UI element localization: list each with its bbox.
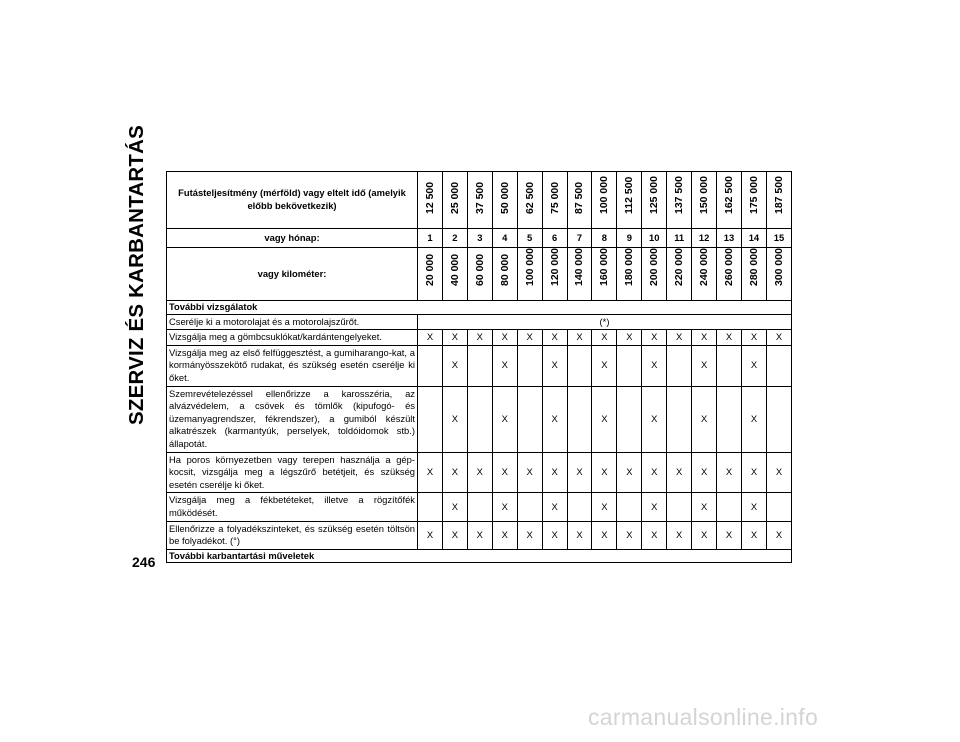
interval-mark: X bbox=[667, 521, 692, 549]
interval-mark bbox=[717, 493, 742, 521]
schedule-row bbox=[167, 345, 792, 386]
schedule-row bbox=[167, 493, 792, 521]
interval-mark: X bbox=[692, 386, 717, 452]
interval-mark: X bbox=[617, 330, 642, 346]
interval-mark: X bbox=[542, 330, 567, 346]
kilometer-value-text: 260 000 bbox=[723, 248, 736, 286]
maintenance-schedule-table bbox=[166, 171, 792, 563]
interval-mark: X bbox=[467, 452, 492, 493]
interval-mark: X bbox=[442, 345, 467, 386]
interval-mark bbox=[617, 386, 642, 452]
month-value: 8 bbox=[592, 229, 617, 248]
interval-mark: X bbox=[642, 386, 667, 452]
interval-mark bbox=[667, 386, 692, 452]
interval-mark: X bbox=[741, 386, 766, 452]
months-row bbox=[167, 229, 792, 248]
schedule-row bbox=[167, 452, 792, 493]
month-value: 9 bbox=[617, 229, 642, 248]
mileage-value bbox=[492, 172, 517, 229]
mileage-value-text: 100 000 bbox=[598, 176, 611, 214]
interval-mark: X bbox=[667, 330, 692, 346]
interval-mark bbox=[467, 345, 492, 386]
interval-mark: X bbox=[442, 452, 467, 493]
schedule-row bbox=[167, 314, 792, 330]
interval-note: (*) bbox=[418, 314, 792, 330]
kilometer-value bbox=[667, 248, 692, 301]
interval-mark: X bbox=[592, 330, 617, 346]
interval-mark: X bbox=[642, 493, 667, 521]
mileage-value-text: 37 500 bbox=[473, 181, 486, 214]
task-description: Vizsgálja meg az első felfüggesztést, a gumiharango-kat, a kormányösszekötő rudakat, és szükség esetén cserélje ki őket. bbox=[167, 345, 418, 386]
kilometer-value-text: 60 000 bbox=[473, 253, 486, 286]
interval-mark bbox=[467, 493, 492, 521]
kilometer-value bbox=[467, 248, 492, 301]
interval-mark: X bbox=[592, 521, 617, 549]
interval-mark: X bbox=[492, 330, 517, 346]
mileage-value-text: 87 500 bbox=[573, 181, 586, 214]
interval-mark bbox=[467, 386, 492, 452]
mileage-value bbox=[717, 172, 742, 229]
section-row bbox=[167, 549, 792, 563]
month-value: 3 bbox=[467, 229, 492, 248]
kilometer-value-text: 20 000 bbox=[423, 253, 436, 286]
interval-mark: X bbox=[717, 452, 742, 493]
kilometer-value bbox=[692, 248, 717, 301]
mileage-value-text: 112 500 bbox=[623, 176, 636, 214]
mileage-value-text: 175 000 bbox=[747, 176, 760, 214]
mileage-header-label: Futásteljesítmény (mérföld) vagy eltelt idő (amelyik előbb bekövetkezik) bbox=[167, 172, 418, 229]
interval-mark: X bbox=[741, 330, 766, 346]
watermark: carmanualsonline.info bbox=[588, 704, 819, 730]
mileage-value bbox=[467, 172, 492, 229]
interval-mark bbox=[766, 493, 791, 521]
interval-mark: X bbox=[492, 493, 517, 521]
interval-mark: X bbox=[717, 521, 742, 549]
month-value: 10 bbox=[642, 229, 667, 248]
mileage-header-row bbox=[167, 172, 792, 229]
interval-mark: X bbox=[766, 452, 791, 493]
kilometer-value bbox=[517, 248, 542, 301]
interval-mark: X bbox=[741, 493, 766, 521]
month-value: 13 bbox=[717, 229, 742, 248]
interval-mark: X bbox=[717, 330, 742, 346]
interval-mark bbox=[418, 345, 443, 386]
interval-mark bbox=[517, 493, 542, 521]
kilometer-value-text: 100 000 bbox=[523, 248, 536, 286]
mileage-value-text: 50 000 bbox=[498, 181, 511, 214]
section-heading: További karbantartási műveletek bbox=[167, 549, 792, 563]
interval-mark: X bbox=[418, 452, 443, 493]
months-label: vagy hónap: bbox=[167, 229, 418, 248]
mileage-value-text: 187 500 bbox=[772, 176, 785, 214]
interval-mark: X bbox=[592, 493, 617, 521]
interval-mark: X bbox=[692, 345, 717, 386]
interval-mark bbox=[517, 345, 542, 386]
interval-mark bbox=[717, 345, 742, 386]
mileage-value-text: 75 000 bbox=[548, 181, 561, 214]
interval-mark: X bbox=[617, 452, 642, 493]
kilometer-value bbox=[642, 248, 667, 301]
interval-mark: X bbox=[692, 452, 717, 493]
interval-mark: X bbox=[617, 521, 642, 549]
mileage-value bbox=[542, 172, 567, 229]
month-value: 5 bbox=[517, 229, 542, 248]
interval-mark: X bbox=[517, 330, 542, 346]
month-value: 1 bbox=[418, 229, 443, 248]
interval-mark: X bbox=[592, 386, 617, 452]
task-description: Ellenőrizze a folyadékszinteket, és szükség esetén töltsön be folyadékot. (°) bbox=[167, 521, 418, 549]
interval-mark bbox=[567, 493, 592, 521]
interval-mark: X bbox=[542, 345, 567, 386]
kilometer-value bbox=[717, 248, 742, 301]
interval-mark: X bbox=[692, 521, 717, 549]
interval-mark bbox=[667, 493, 692, 521]
interval-mark: X bbox=[741, 521, 766, 549]
month-value: 6 bbox=[542, 229, 567, 248]
interval-mark bbox=[567, 386, 592, 452]
task-description: Ha poros környezetben vagy terepen használja a gép-kocsit, vizsgálja meg a légszűrő betétjeit, és szükség esetén cserélje ki őket. bbox=[167, 452, 418, 493]
kilometer-value bbox=[418, 248, 443, 301]
month-value: 11 bbox=[667, 229, 692, 248]
interval-mark: X bbox=[766, 330, 791, 346]
section-side-title: SZERVIZ ÉS KARBANTARTÁS bbox=[125, 125, 148, 425]
kilometer-value-text: 80 000 bbox=[498, 253, 511, 286]
interval-mark: X bbox=[642, 345, 667, 386]
mileage-value-text: 125 000 bbox=[648, 176, 661, 214]
kilometer-value-text: 180 000 bbox=[623, 248, 636, 286]
kilometer-value bbox=[617, 248, 642, 301]
interval-mark: X bbox=[492, 345, 517, 386]
mileage-value bbox=[517, 172, 542, 229]
interval-mark bbox=[617, 493, 642, 521]
interval-mark: X bbox=[542, 452, 567, 493]
mileage-value bbox=[766, 172, 791, 229]
interval-mark: X bbox=[517, 521, 542, 549]
interval-mark: X bbox=[592, 345, 617, 386]
interval-mark: X bbox=[418, 521, 443, 549]
interval-mark bbox=[418, 493, 443, 521]
interval-mark: X bbox=[642, 330, 667, 346]
mileage-value bbox=[567, 172, 592, 229]
task-description: Cserélje ki a motorolajat és a motorolajszűrőt. bbox=[167, 314, 418, 330]
interval-mark: X bbox=[667, 452, 692, 493]
schedule-row bbox=[167, 386, 792, 452]
interval-mark: X bbox=[741, 452, 766, 493]
interval-mark: X bbox=[517, 452, 542, 493]
kilometer-value-text: 140 000 bbox=[573, 248, 586, 286]
interval-mark: X bbox=[467, 330, 492, 346]
interval-mark: X bbox=[542, 521, 567, 549]
interval-mark bbox=[617, 345, 642, 386]
kilometer-value-text: 160 000 bbox=[598, 248, 611, 286]
mileage-value-text: 162 500 bbox=[723, 176, 736, 214]
kilometer-value-text: 280 000 bbox=[747, 248, 760, 286]
interval-mark: X bbox=[567, 330, 592, 346]
kilometer-value-text: 120 000 bbox=[548, 248, 561, 286]
interval-mark: X bbox=[567, 452, 592, 493]
interval-mark bbox=[717, 386, 742, 452]
interval-mark: X bbox=[442, 521, 467, 549]
interval-mark: X bbox=[442, 493, 467, 521]
mileage-value bbox=[642, 172, 667, 229]
mileage-value bbox=[741, 172, 766, 229]
interval-mark: X bbox=[642, 521, 667, 549]
interval-mark: X bbox=[492, 521, 517, 549]
kilometer-value-text: 200 000 bbox=[648, 248, 661, 286]
interval-mark: X bbox=[692, 330, 717, 346]
interval-mark bbox=[766, 345, 791, 386]
interval-mark bbox=[418, 386, 443, 452]
interval-mark: X bbox=[692, 493, 717, 521]
kilometer-value bbox=[741, 248, 766, 301]
mileage-value bbox=[667, 172, 692, 229]
interval-mark: X bbox=[492, 452, 517, 493]
schedule-row bbox=[167, 330, 792, 346]
kilometer-value-text: 240 000 bbox=[698, 248, 711, 286]
kilometer-value-text: 40 000 bbox=[448, 253, 461, 286]
month-value: 2 bbox=[442, 229, 467, 248]
task-description: Vizsgálja meg a fékbetéteket, illetve a rögzítőfék működését. bbox=[167, 493, 418, 521]
mileage-value bbox=[592, 172, 617, 229]
page-number: 246 bbox=[132, 554, 156, 570]
mileage-value-text: 150 000 bbox=[698, 176, 711, 214]
section-heading: További vizsgálatok bbox=[167, 301, 792, 315]
interval-mark: X bbox=[567, 521, 592, 549]
kilometer-value bbox=[542, 248, 567, 301]
interval-mark bbox=[567, 345, 592, 386]
interval-mark: X bbox=[592, 452, 617, 493]
interval-mark: X bbox=[542, 493, 567, 521]
month-value: 15 bbox=[766, 229, 791, 248]
mileage-value bbox=[418, 172, 443, 229]
kilometer-row bbox=[167, 248, 792, 301]
kilometer-value bbox=[766, 248, 791, 301]
interval-mark: X bbox=[492, 386, 517, 452]
mileage-value-text: 12 500 bbox=[423, 181, 436, 214]
schedule-row bbox=[167, 521, 792, 549]
mileage-value-text: 25 000 bbox=[448, 181, 461, 214]
section-row bbox=[167, 301, 792, 315]
mileage-value bbox=[442, 172, 467, 229]
interval-mark: X bbox=[542, 386, 567, 452]
interval-mark: X bbox=[741, 345, 766, 386]
interval-mark bbox=[517, 386, 542, 452]
mileage-value bbox=[617, 172, 642, 229]
month-value: 7 bbox=[567, 229, 592, 248]
interval-mark: X bbox=[467, 521, 492, 549]
interval-mark bbox=[766, 386, 791, 452]
mileage-value-text: 62 500 bbox=[523, 181, 536, 214]
interval-mark: X bbox=[442, 386, 467, 452]
kilometer-value bbox=[567, 248, 592, 301]
kilometer-value-text: 300 000 bbox=[772, 248, 785, 286]
kilometer-value-text: 220 000 bbox=[673, 248, 686, 286]
month-value: 4 bbox=[492, 229, 517, 248]
kilometer-label: vagy kilométer: bbox=[167, 248, 418, 301]
kilometer-value bbox=[592, 248, 617, 301]
kilometer-value bbox=[442, 248, 467, 301]
month-value: 14 bbox=[741, 229, 766, 248]
task-description: Vizsgálja meg a gömbcsuklókat/kardántengelyeket. bbox=[167, 330, 418, 346]
mileage-value-text: 137 500 bbox=[673, 176, 686, 214]
mileage-value bbox=[692, 172, 717, 229]
interval-mark: X bbox=[442, 330, 467, 346]
kilometer-value bbox=[492, 248, 517, 301]
task-description: Szemrevételezéssel ellenőrizze a karosszéria, az alvázvédelem, a csövek és tömlők (kipufogó- és üzemanyagrendszer, fékrendszer), a gumiból készült alkatrészek (karmantyúk, perselyek, toldóidomok stb.) állapotát. bbox=[167, 386, 418, 452]
interval-mark bbox=[667, 345, 692, 386]
interval-mark: X bbox=[766, 521, 791, 549]
interval-mark: X bbox=[642, 452, 667, 493]
month-value: 12 bbox=[692, 229, 717, 248]
interval-mark: X bbox=[418, 330, 443, 346]
